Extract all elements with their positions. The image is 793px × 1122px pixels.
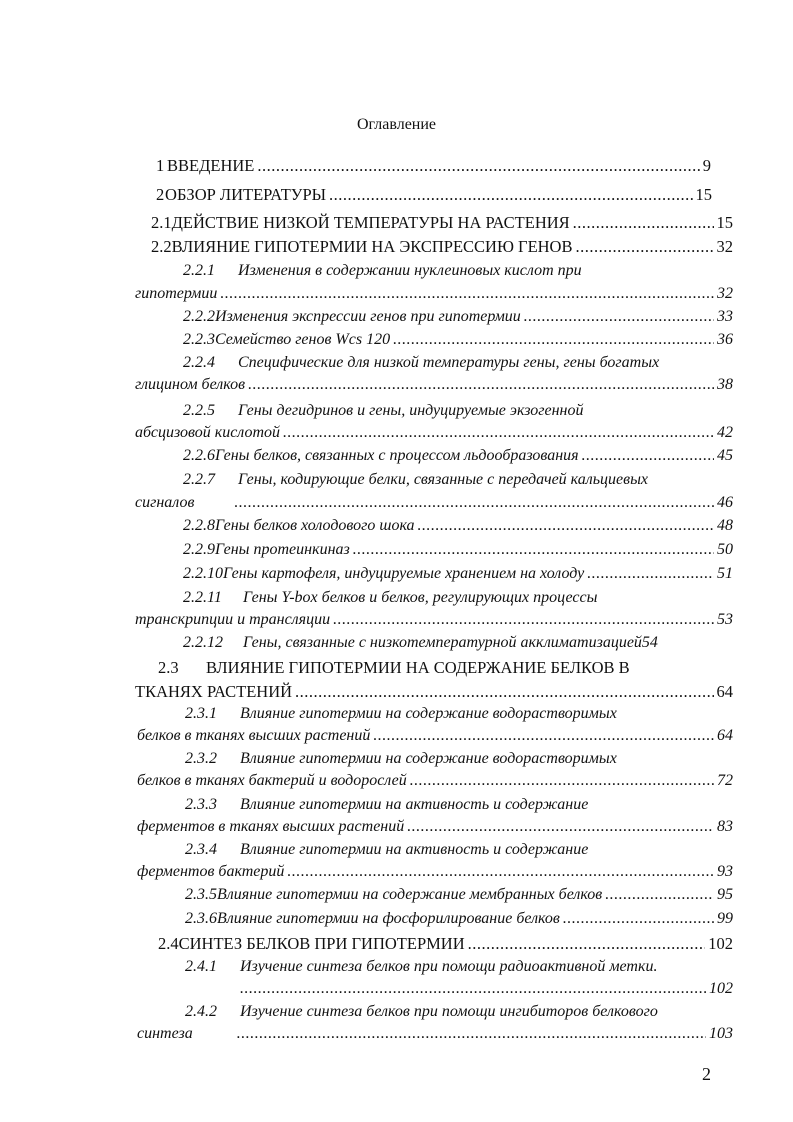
toc-page: 93 bbox=[717, 863, 733, 880]
toc-text: Влияние гипотермии на фосфорилирование белков bbox=[217, 910, 560, 927]
toc-num: 2 bbox=[156, 185, 165, 204]
toc-entry-2-4-2[interactable] bbox=[185, 1003, 733, 1021]
toc-entry-2[interactable] bbox=[156, 185, 712, 205]
toc-num: 2.2.4 bbox=[183, 354, 215, 371]
toc-entry-2-3-3[interactable] bbox=[185, 796, 733, 814]
toc-text: Гены, кодирующие белки, связанные с передачей кальциевых bbox=[238, 471, 648, 488]
leader-dots bbox=[393, 331, 714, 349]
toc-text: Влияние гипотермии на содержание водорастворимых bbox=[240, 705, 617, 722]
leader-dots bbox=[257, 156, 699, 176]
toc-entry-2-2-5[interactable] bbox=[183, 402, 733, 420]
toc-page: 102 bbox=[709, 980, 733, 997]
toc-num: 2.2.2 bbox=[183, 308, 215, 325]
toc-num: 1 bbox=[156, 156, 165, 175]
leader-dots bbox=[407, 818, 714, 836]
toc-entry-2-1[interactable] bbox=[151, 213, 733, 233]
toc-text: ВВЕДЕНИЕ bbox=[167, 156, 255, 175]
toc-num: 2.2.12 bbox=[183, 634, 223, 651]
toc-entry-2-2-4-cont[interactable] bbox=[135, 376, 733, 394]
leader-dots bbox=[287, 863, 714, 881]
leader-dots bbox=[468, 934, 706, 954]
toc-text: СИНТЕЗ БЕЛКОВ ПРИ ГИПОТЕРМИИ bbox=[178, 934, 465, 953]
toc-entry-2-3-2-cont[interactable] bbox=[137, 772, 733, 790]
toc-entry-2-2-10[interactable] bbox=[183, 565, 733, 583]
toc-num: 2.2.6 bbox=[183, 447, 215, 464]
leader-dots bbox=[234, 494, 714, 512]
toc-entry-2-2-5-cont[interactable] bbox=[135, 424, 733, 442]
leader-dots bbox=[283, 424, 714, 442]
toc-page: 99 bbox=[717, 910, 733, 927]
toc-num: 2.4 bbox=[158, 934, 179, 953]
toc-num: 2.2.1 bbox=[183, 262, 215, 279]
toc-page: 95 bbox=[717, 886, 733, 903]
toc-text: Гены белков, связанных с процессом льдообразования bbox=[215, 447, 579, 464]
leader-dots bbox=[220, 285, 714, 303]
toc-entry-2-2-7-cont[interactable] bbox=[135, 494, 733, 512]
toc-page: 103 bbox=[709, 1025, 733, 1042]
leader-dots bbox=[240, 980, 706, 998]
toc-page: 38 bbox=[717, 376, 733, 393]
toc-entry-2-2-7[interactable] bbox=[183, 471, 733, 489]
toc-page: 46 bbox=[717, 494, 733, 511]
toc-page: 83 bbox=[717, 818, 733, 835]
toc-page: 32 bbox=[717, 285, 733, 302]
toc-page: 72 bbox=[717, 772, 733, 789]
toc-page: 15 bbox=[695, 185, 712, 204]
toc-entry-2-3-2[interactable] bbox=[185, 750, 733, 768]
toc-num: 2.2.3 bbox=[183, 331, 215, 348]
toc-text: Гены протеинкиназ bbox=[215, 541, 350, 558]
toc-num: 2.2.10 bbox=[183, 565, 223, 582]
toc-num: 2.3.1 bbox=[185, 705, 217, 722]
toc-num: 2.2.7 bbox=[183, 471, 215, 488]
leader-dots bbox=[575, 237, 713, 257]
toc-page: 48 bbox=[717, 517, 733, 534]
toc-entry-2-4-2-cont[interactable] bbox=[137, 1025, 733, 1043]
toc-num: 2.1 bbox=[151, 213, 172, 232]
toc-entry-2-3-4[interactable] bbox=[185, 841, 733, 859]
toc-text: ВЛИЯНИЕ ГИПОТЕРМИИ НА ЭКСПРЕССИЮ ГЕНОВ bbox=[171, 237, 573, 256]
toc-page: 64 bbox=[716, 682, 733, 701]
toc-text: Гены Y-box белков и белков, регулирующих процессы bbox=[243, 589, 598, 606]
toc-entry-2-2-6[interactable] bbox=[183, 447, 733, 465]
toc-page: 36 bbox=[717, 331, 733, 348]
toc-text: Влияние гипотермии на активность и содержание bbox=[240, 796, 589, 813]
toc-text: Гены, связанные с низкотемпературной акклиматизацией bbox=[243, 634, 642, 651]
toc-text-cont: ферментов бактерий bbox=[137, 863, 285, 880]
toc-page: 50 bbox=[717, 541, 733, 558]
toc-num: 2.3.2 bbox=[185, 750, 217, 767]
toc-entry-2-2-3[interactable] bbox=[183, 331, 733, 349]
toc-text: Гены дегидринов и гены, индуцируемые экзогенной bbox=[238, 402, 584, 419]
leader-dots bbox=[295, 682, 713, 702]
toc-entry-2-3-5[interactable] bbox=[185, 886, 733, 904]
toc-num: 2.2 bbox=[151, 237, 172, 256]
toc-entry-2-4-1[interactable] bbox=[185, 958, 733, 976]
toc-entry-2-4[interactable] bbox=[158, 934, 733, 954]
toc-text-cont: абсцизовой кислотой bbox=[135, 424, 281, 441]
toc-text-cont: ферментов в тканях высших растений bbox=[137, 818, 405, 835]
leader-dots bbox=[573, 213, 714, 233]
toc-num: 2.3.4 bbox=[185, 841, 217, 858]
toc-text: Влияние гипотермии на содержание водорастворимых bbox=[240, 750, 617, 767]
toc-num: 2.3.6 bbox=[185, 910, 217, 927]
toc-entry-2-2-9[interactable] bbox=[183, 541, 733, 559]
toc-title: Оглавление bbox=[356, 116, 437, 133]
toc-text: Изучение синтеза белков при помощи ингибиторов белкового bbox=[240, 1003, 658, 1020]
toc-page: 64 bbox=[717, 727, 733, 744]
leader-dots bbox=[605, 886, 714, 904]
toc-text: ВЛИЯНИЕ ГИПОТЕРМИИ НА СОДЕРЖАНИЕ БЕЛКОВ В bbox=[206, 658, 630, 677]
toc-entry-2-3-1-cont[interactable] bbox=[137, 727, 733, 745]
toc-text: Изменения экспрессии генов при гипотермии bbox=[215, 308, 521, 325]
toc-page: 45 bbox=[717, 447, 733, 464]
toc-num: 2.4.1 bbox=[185, 958, 217, 975]
leader-dots bbox=[237, 1025, 706, 1043]
toc-page: 15 bbox=[716, 213, 733, 232]
toc-entry-2-3[interactable] bbox=[158, 658, 733, 678]
toc-text: Влияние гипотермии на содержание мембранных белков bbox=[217, 886, 603, 903]
toc-entry-1[interactable] bbox=[156, 156, 711, 176]
toc-page: 51 bbox=[717, 565, 733, 582]
toc-entry-2-2-11[interactable] bbox=[183, 589, 733, 607]
toc-text-cont: транскрипции и трансляции bbox=[135, 611, 331, 628]
leader-dots bbox=[353, 541, 714, 559]
toc-page: 53 bbox=[717, 611, 733, 628]
toc-entry-2-2-8[interactable] bbox=[183, 517, 733, 535]
leader-dots bbox=[333, 611, 714, 629]
toc-entry-2-2-4[interactable] bbox=[183, 354, 733, 372]
leader-dots bbox=[563, 910, 714, 928]
toc-text: Специфические для низкой температуры гены, гены богатых bbox=[238, 354, 660, 371]
toc-entry-2-2-1[interactable] bbox=[183, 262, 733, 280]
leader-dots bbox=[418, 517, 714, 535]
leader-dots bbox=[587, 565, 714, 583]
toc-page: 9 bbox=[702, 156, 711, 175]
toc-num: 2.2.5 bbox=[183, 402, 215, 419]
toc-entry-2-2[interactable] bbox=[151, 237, 733, 257]
toc-entry-2-3-6[interactable] bbox=[185, 910, 733, 928]
toc-entry-2-4-1-cont[interactable] bbox=[240, 980, 733, 998]
toc-text: ДЕЙСТВИЕ НИЗКОЙ ТЕМПЕРАТУРЫ НА РАСТЕНИЯ bbox=[171, 213, 570, 232]
leader-dots bbox=[582, 447, 714, 465]
toc-text-cont: сигналов bbox=[135, 494, 195, 511]
leader-dots bbox=[524, 308, 714, 326]
toc-text-cont: синтеза bbox=[137, 1025, 193, 1042]
toc-page: 42 bbox=[717, 424, 733, 441]
toc-entry-2-3-1[interactable] bbox=[185, 705, 733, 723]
toc-page: 32 bbox=[716, 237, 733, 256]
toc-num: 2.3.3 bbox=[185, 796, 217, 813]
toc-text: Гены белков холодового шока bbox=[215, 517, 415, 534]
toc-page: 102 bbox=[708, 934, 733, 953]
leader-dots bbox=[329, 185, 692, 205]
toc-num: 2.2.8 bbox=[183, 517, 215, 534]
toc-entry-2-3-4-cont[interactable] bbox=[137, 863, 733, 881]
toc-text: Изучение синтеза белков при помощи радиоактивной метки. bbox=[240, 958, 658, 975]
toc-text-cont: ТКАНЯХ РАСТЕНИЙ bbox=[135, 682, 293, 701]
toc-entry-2-3-3-cont[interactable] bbox=[137, 818, 733, 836]
leader-dots bbox=[410, 772, 714, 790]
toc-text: ОБЗОР ЛИТЕРАТУРЫ bbox=[165, 185, 327, 204]
toc-entry-2-2-11-cont[interactable] bbox=[135, 611, 733, 629]
toc-entry-2-2-2[interactable] bbox=[183, 308, 733, 326]
toc-text: Гены картофеля, индуцируемые хранением на холоду bbox=[223, 565, 585, 582]
toc-text: Изменения в содержании нуклеиновых кислот при bbox=[238, 262, 582, 279]
toc-page: 33 bbox=[717, 308, 733, 325]
toc-num: 2.3 bbox=[158, 658, 179, 677]
toc-entry-2-2-1-cont[interactable] bbox=[135, 285, 733, 303]
toc-text-cont: белков в тканях бактерий и водорослей bbox=[137, 772, 407, 789]
toc-text: Семейство генов Wcs 120 bbox=[215, 331, 391, 348]
leader-dots bbox=[248, 376, 714, 394]
toc-text-cont: гипотермии bbox=[135, 285, 218, 302]
toc-num: 2.2.9 bbox=[183, 541, 215, 558]
toc-entry-2-2-12[interactable] bbox=[183, 634, 733, 652]
toc-text-cont: глицином белков bbox=[135, 376, 246, 393]
toc-text: Влияние гипотермии на активность и содержание bbox=[240, 841, 589, 858]
toc-entry-2-3-cont[interactable] bbox=[135, 682, 733, 702]
toc-num: 2.2.11 bbox=[183, 589, 222, 606]
toc-text-cont: белков в тканях высших растений bbox=[137, 727, 371, 744]
toc-num: 2.4.2 bbox=[185, 1003, 217, 1020]
page-number: 2 bbox=[702, 1064, 711, 1084]
toc-num: 2.3.5 bbox=[185, 886, 217, 903]
toc-page: 54 bbox=[641, 634, 658, 651]
leader-dots bbox=[373, 727, 714, 745]
